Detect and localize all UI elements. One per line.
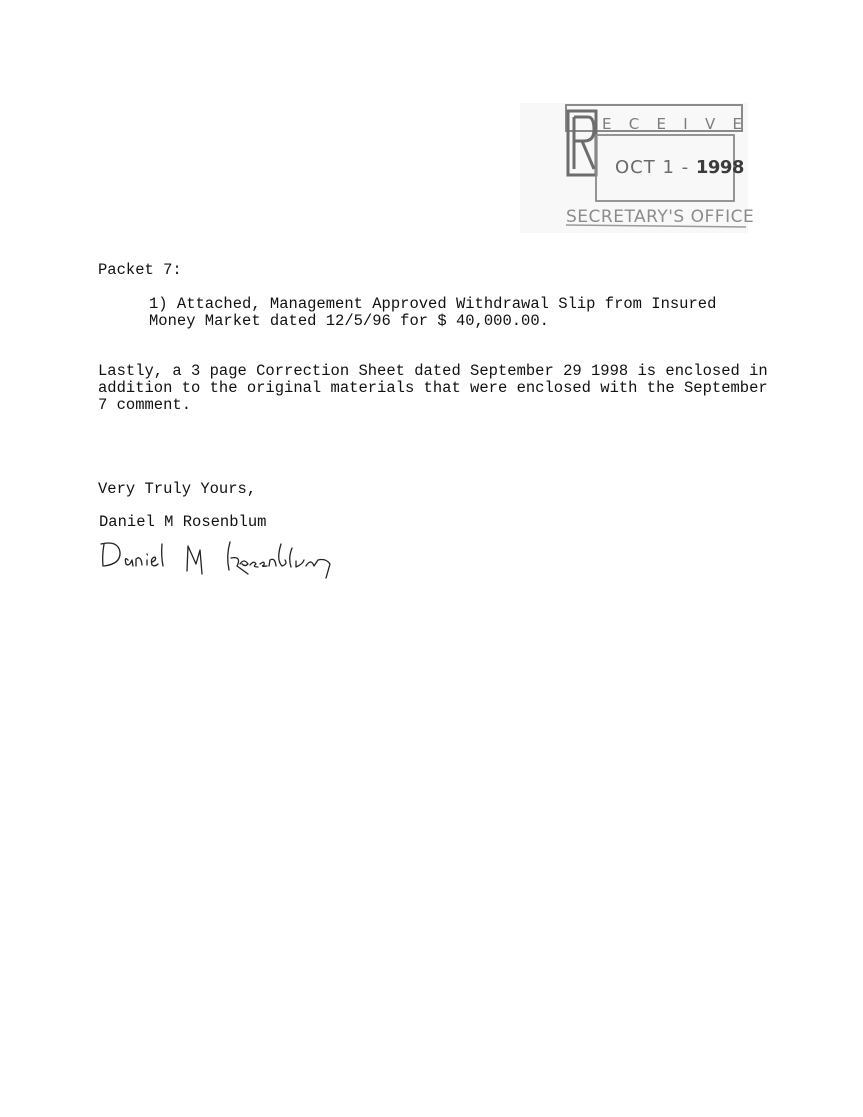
signature-strokes [98,534,338,582]
signer-name: Daniel M Rosenblum [99,513,267,531]
closing-paragraph-line-1: Lastly, a 3 page Correction Sheet dated September 29 1998 is enclosed in [98,362,768,380]
stamp-office: SECRETARY'S OFFICE [566,207,755,227]
closing-paragraph-line-2: addition to the original materials that were enclosed with the September [98,379,768,397]
stamp-date: OCT 1 - 1998 [615,157,744,178]
packet-item-line-2: Money Market dated 12/5/96 for $ 40,000.00. [149,312,549,330]
closing-paragraph-line-3: 7 comment. [98,396,192,414]
packet-item-line-1: 1) Attached, Management Approved Withdrawal Slip from Insured [149,295,717,313]
stamp-received-letters: E C E I V E [602,115,742,133]
salutation: Very Truly Yours, [98,480,257,498]
received-stamp [510,95,755,240]
packet-heading: Packet 7: [98,261,182,279]
handwritten-signature [98,534,338,582]
